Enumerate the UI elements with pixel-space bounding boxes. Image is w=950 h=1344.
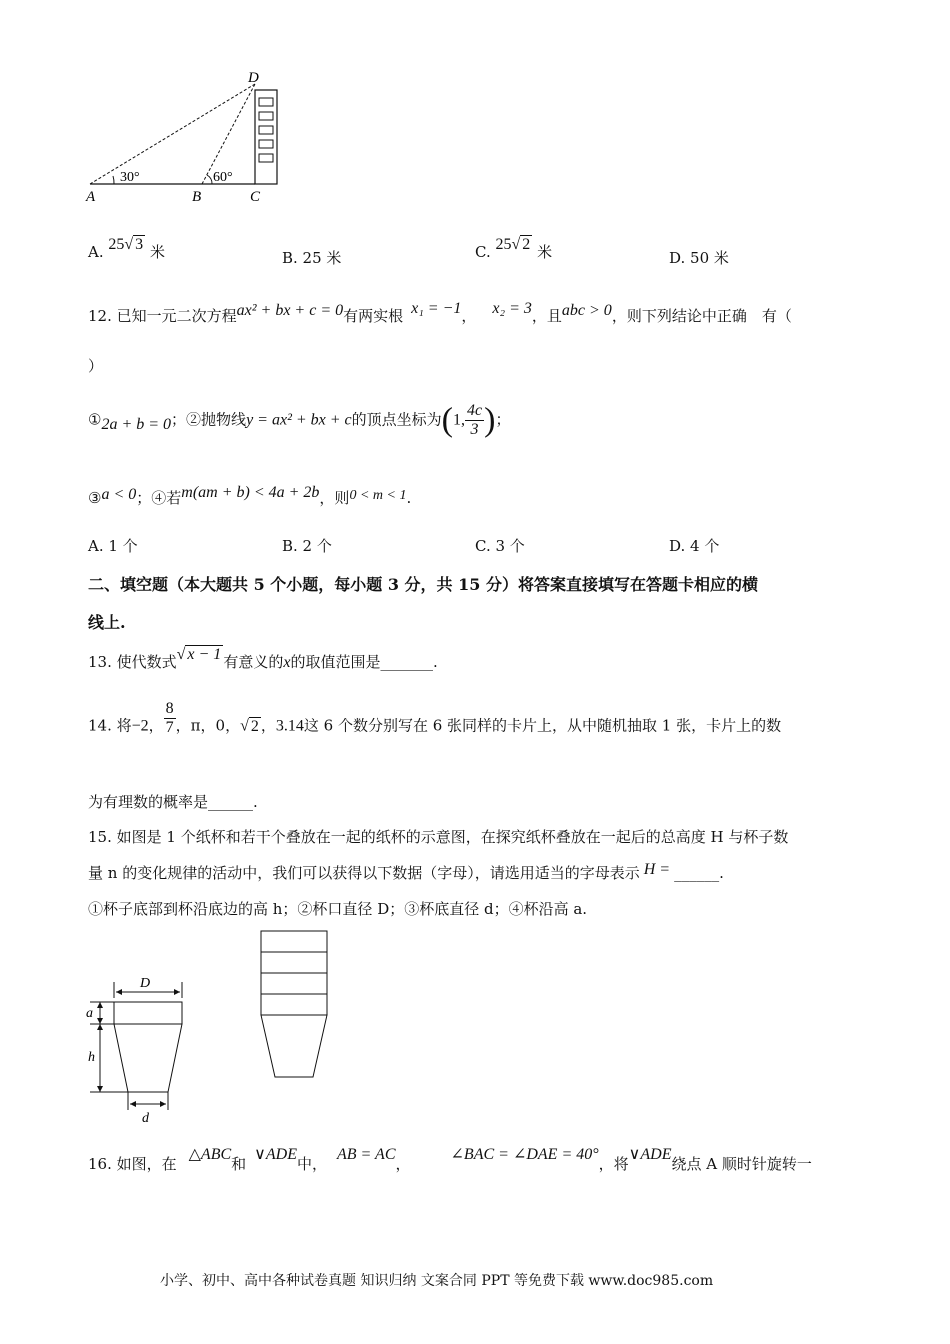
label-D: D: [140, 976, 151, 991]
q11-option-a: A. 25√ 3 米: [88, 236, 165, 261]
q14-cont: 为有理数的概率是______.: [88, 793, 258, 811]
section-2-heading-cont: 线上.: [88, 613, 126, 632]
figure-q15-stacked-cups: [255, 925, 335, 1085]
q12-statement-1-2: ①2a + b = 0；②抛物线y = ax² + bx + c的顶点坐标为(1, $\frac{4c}{3}$ )；: [88, 401, 511, 439]
q15-line2: 量 n 的变化规律的活动中，我们可以获得以下数据（字母），请选用适当的字母表示 H = ______.: [88, 861, 724, 882]
q11-option-c: C. 25√ 2 米: [475, 236, 553, 261]
label-a: a: [86, 1006, 93, 1021]
q15-line3: ①杯子底部到杯沿底边的高 h；②杯口直径 D；③杯底直径 d；④杯沿高 a.: [88, 900, 588, 918]
q13: 13. 使代数式√ x − 1 有意义的x的取值范围是_______.: [88, 646, 438, 671]
label-B: B: [192, 189, 202, 205]
angle-B: 60°: [213, 170, 233, 185]
q15-line1: 15. 如图是 1 个纸杯和若干个叠放在一起的纸杯的示意图，在探究纸杯叠放在一起后的总高度 H 与杯子数: [88, 828, 789, 846]
q12-option-a: A. 1 个: [88, 537, 138, 555]
q12-option-d: D. 4 个: [669, 537, 720, 555]
q12-option-b: B. 2 个: [282, 537, 332, 555]
q14: 14. 将−2， $\frac{8}{7}$ ，π，0，√ 2 ，3.14这 6 个数分别写在 6 张同样的卡片上，从中随机抽取 1 张，卡片上的数: [88, 700, 782, 736]
q12-option-c: C. 3 个: [475, 537, 525, 555]
q12-stem: 12. 已知一元二次方程ax² + bx + c = 0有两实根 x₁ = −1， x₂ = 3，且abc > 0，则下列结论中正确 有（: [88, 300, 792, 325]
q16: 16. 如图，在△ABC和∨ADE中，AB = AC，∠BAC = ∠DAE = 40°，将∨ADE绕点 A 顺时针旋转一: [88, 1146, 812, 1173]
label-h: h: [88, 1050, 95, 1065]
q11-option-d: D. 50 米: [669, 249, 729, 267]
q11-option-b: B. 25 米: [282, 249, 342, 267]
q12-statement-3-4: ③a < 0；④若m(am + b) < 4a + 2b，则0 < m < 1.: [88, 484, 412, 507]
figure-q15-single-cup: [80, 970, 200, 1130]
q12-close-paren: ）: [88, 357, 104, 375]
label-A: A: [86, 189, 96, 205]
figure-q11-building: [80, 68, 300, 208]
angle-A: 30°: [120, 170, 140, 185]
label-D: D: [248, 70, 259, 86]
label-C: C: [250, 189, 261, 205]
label-d: d: [142, 1111, 149, 1126]
page-footer: 小学、初中、高中各种试卷真题 知识归纳 文案合同 PPT 等免费下载 www.doc985.com: [160, 1273, 714, 1289]
section-2-heading: 二、填空题（本大题共 5 个小题，每小题 3 分，共 15 分）将答案直接填写在答题卡相应的横: [88, 575, 758, 594]
